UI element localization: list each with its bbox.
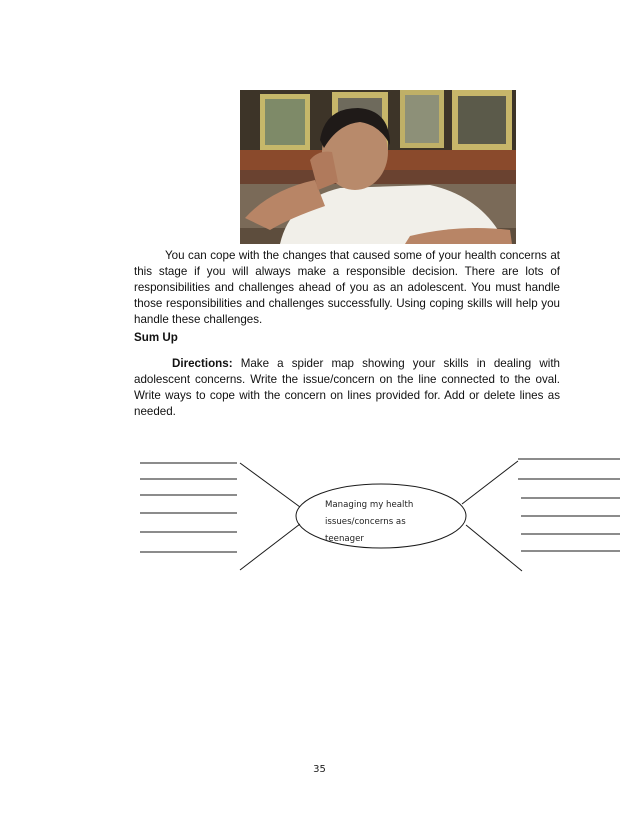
oval-label: Managing my health issues/concerns as teenager: [325, 500, 414, 544]
spider-map: [0, 440, 639, 590]
spoke-lower-left: [240, 524, 300, 570]
intro-paragraph: You can cope with the changes that caused some of your health concerns at this stage if you will always make a responsible decision. There are lots of responsibilities and challenges ahead of you as an adolescent. You must handle those responsibilities and challenges successfully. Using coping skills will help you handle these challenges.: [134, 249, 560, 326]
page-number: 35: [313, 764, 326, 775]
student-photo: [240, 90, 516, 244]
directions-text: Make a spider map showing your skills in dealing with adolescent concerns. Write the issue/concern on the line connected to the oval. Write ways to cope with the concern on lines provided for. Add or delete lines as needed.: [134, 357, 560, 418]
spoke-upper-right: [462, 461, 518, 504]
photo-illustration: [240, 90, 516, 244]
spoke-lower-right: [466, 525, 522, 571]
directions-label: Directions:: [172, 357, 233, 370]
spoke-upper-left: [240, 463, 300, 507]
section-heading: Sum Up: [134, 331, 178, 344]
directions-paragraph: [134, 356, 560, 420]
